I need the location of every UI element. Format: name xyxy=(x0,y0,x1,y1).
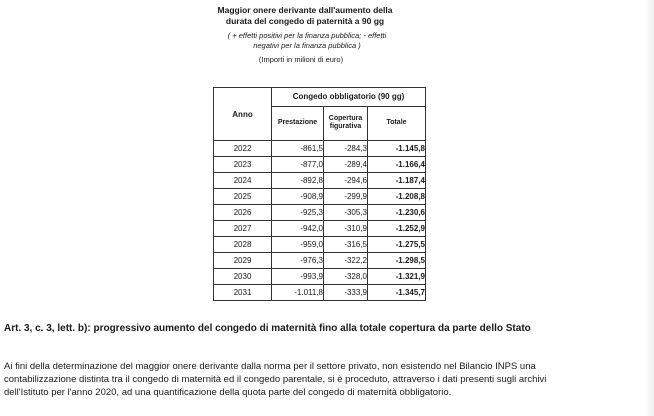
header-totale xyxy=(368,106,426,140)
table-subtitle xyxy=(196,31,418,51)
cell-year: 2024 xyxy=(214,173,272,189)
cell-totale: -1.298,5 xyxy=(368,253,426,269)
cost-table xyxy=(213,87,426,301)
cell-totale: -1.166,4 xyxy=(368,157,426,173)
cell-copertura: -299,9 xyxy=(324,189,368,205)
cell-copertura: -322,2 xyxy=(324,253,368,269)
article-heading: Art. 3, c. 3, lett. b): progressivo aumento del congedo di maternità fino alla totale copertura da parte dello Stato xyxy=(4,323,531,334)
header-totale-label: Totale xyxy=(386,119,407,127)
cell-year: 2027 xyxy=(214,221,272,237)
cell-year: 2023 xyxy=(214,157,272,173)
cell-year: 2026 xyxy=(214,205,272,221)
table-subtitle-line-1: ( + effetti positivi per la finanza pubblica; - effetti xyxy=(227,31,387,40)
table-title xyxy=(190,5,420,27)
scan-edge-shadow xyxy=(644,0,654,416)
cell-prestazione: -976,3 xyxy=(272,253,324,269)
cell-copertura: -284,3 xyxy=(324,141,368,157)
table-row xyxy=(214,237,426,253)
cell-copertura: -294,6 xyxy=(324,173,368,189)
cell-prestazione: -861,5 xyxy=(272,141,324,157)
cell-totale: -1.145,8 xyxy=(368,141,426,157)
table-row xyxy=(214,269,426,285)
cell-copertura: -316,5 xyxy=(324,237,368,253)
header-prestazione-label: Prestazione xyxy=(277,119,318,127)
cell-prestazione: -959,0 xyxy=(272,237,324,253)
cell-copertura: -328,0 xyxy=(324,269,368,285)
cell-prestazione: -925,3 xyxy=(272,205,324,221)
table-row xyxy=(214,157,426,173)
cell-prestazione: -892,8 xyxy=(272,173,324,189)
cell-prestazione: -908,9 xyxy=(272,189,324,205)
cell-copertura: -305,3 xyxy=(324,205,368,221)
header-congedo-obbligatorio: Congedo obbligatorio (90 gg) xyxy=(272,88,426,107)
paragraph-line-1: Ai fini della determinazione del maggior onere derivante dalla norma per il settore privato, non esistendo nel Bilancio INPS una xyxy=(4,361,536,372)
paragraph-line-3: dell'Istituto per l'anno 2020, ad una quantificazione della quota parte del congedo di maternità obbligatorio. xyxy=(4,387,452,398)
table-row xyxy=(214,285,426,301)
table-row xyxy=(214,221,426,237)
cell-totale: -1.230,6 xyxy=(368,205,426,221)
table-subtitle-line-2: negativi per la finanza pubblica ) xyxy=(253,41,361,50)
table-row xyxy=(214,189,426,205)
table-row xyxy=(214,173,426,189)
cell-year: 2030 xyxy=(214,269,272,285)
table-row xyxy=(214,141,426,157)
header-year: Anno xyxy=(214,88,272,141)
cell-copertura: -310,9 xyxy=(324,221,368,237)
cell-year: 2025 xyxy=(214,189,272,205)
cell-totale: -1.321,9 xyxy=(368,269,426,285)
cell-totale: -1.187,4 xyxy=(368,173,426,189)
cell-totale: -1.275,5 xyxy=(368,237,426,253)
cell-year: 2031 xyxy=(214,285,272,301)
cell-totale: -1.208,8 xyxy=(368,189,426,205)
cell-prestazione: -993,9 xyxy=(272,269,324,285)
cell-year: 2022 xyxy=(214,141,272,157)
paragraph-line-2: contabilizzazione distinta tra il congedo di maternità ed il congedo parentale, si è proceduto, attraverso i dati presenti sugli archivi xyxy=(4,374,547,385)
table-title-line-2: durata del congedo di paternità a 90 gg xyxy=(225,16,385,26)
cell-totale: -1.345,7 xyxy=(368,285,426,301)
cell-prestazione: -1.011,8 xyxy=(272,285,324,301)
cell-copertura: -289,4 xyxy=(324,157,368,173)
cell-totale: -1.252,9 xyxy=(368,221,426,237)
cell-year: 2029 xyxy=(214,253,272,269)
cell-copertura: -333,9 xyxy=(324,285,368,301)
units-note: (Importi in milioni di euro) xyxy=(258,55,344,64)
header-copertura-figurativa xyxy=(324,106,368,140)
cell-prestazione: -942,0 xyxy=(272,221,324,237)
header-copertura-label-1: Copertura xyxy=(328,115,363,123)
table-row xyxy=(214,205,426,221)
table-title-line-1: Maggior onere derivante dall'aumento della xyxy=(217,5,393,15)
cell-prestazione: -877,0 xyxy=(272,157,324,173)
body-paragraph xyxy=(4,360,644,399)
header-prestazione xyxy=(272,106,324,140)
header-copertura-label-2: figurativa xyxy=(329,123,362,131)
table-row xyxy=(214,253,426,269)
cell-year: 2028 xyxy=(214,237,272,253)
